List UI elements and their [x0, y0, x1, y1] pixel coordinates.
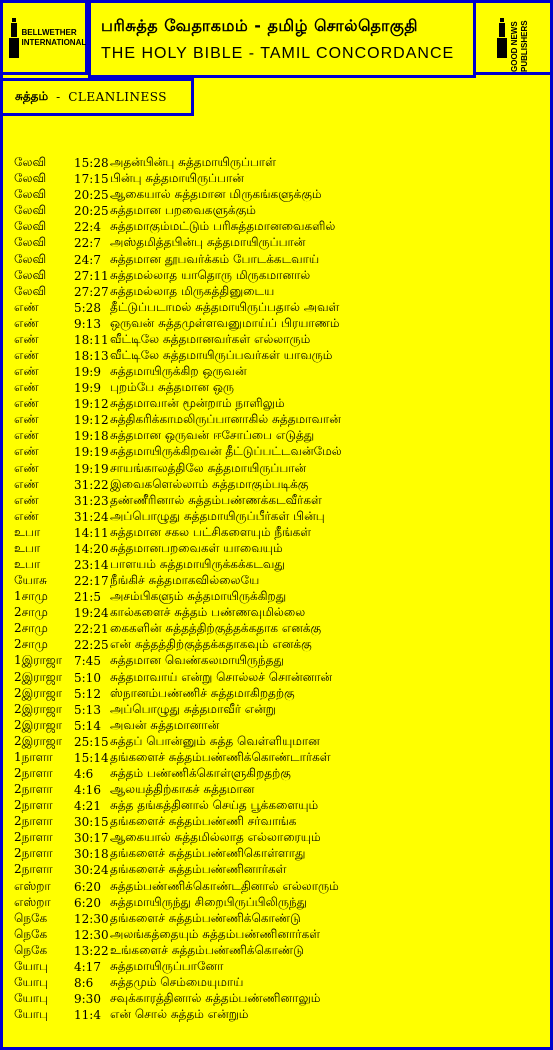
verse-reference: 30:17: [74, 831, 109, 846]
verse-reference: 27:11: [74, 268, 109, 283]
verse-row: [14, 541, 342, 557]
verse-book: யோசு: [14, 573, 47, 588]
verse-row: [14, 444, 342, 460]
verse-row: [14, 798, 342, 814]
verse-row: [14, 814, 342, 830]
verse-book: எண்: [14, 347, 39, 362]
verse-row: [14, 1007, 342, 1023]
verse-row: [14, 895, 342, 911]
verse-book: 2நாளா: [14, 798, 53, 813]
verse-book: லேவி: [14, 235, 47, 250]
topic-english: CLEANLINESS: [68, 90, 167, 104]
verse-reference: 17:15: [74, 172, 109, 187]
verse-row: [14, 268, 342, 284]
verse-reference: 31:23: [74, 493, 109, 508]
verse-book: 1சாமு: [14, 589, 48, 604]
verse-text: அதன்பின்பு சுத்தமாயிருப்பாள்: [110, 155, 276, 170]
verse-reference: 15:28: [74, 156, 109, 171]
verse-book: நெகே: [14, 942, 48, 957]
verse-text: சுத்தமான தூபவர்க்கம் போடக்கடவாய்: [110, 251, 320, 266]
verse-row: [14, 509, 342, 525]
verse-row: [14, 219, 342, 235]
verse-book: 2இராஜா: [14, 669, 63, 684]
verse-row: [14, 862, 342, 878]
verse-reference: 30:15: [74, 815, 109, 830]
verse-text: சுத்தமாயிருந்து சிறைபிருப்பிலிருந்து: [110, 894, 308, 909]
verse-reference: 14:20: [74, 541, 109, 556]
good-news-logo: [473, 0, 553, 75]
verse-book: எஸ்றா: [14, 894, 51, 909]
verse-text: புறம்பே சுத்தமான ஒரு: [110, 380, 235, 395]
verse-book: லேவி: [14, 283, 47, 298]
verse-row: [14, 605, 342, 621]
verse-row: [14, 203, 342, 219]
verse-text: இவைகளெல்லாம் சுத்தமாகும்படிக்கு: [110, 476, 309, 491]
verse-text: சுத்தமாயிருக்கிற ஒருவன்: [110, 364, 247, 379]
verse-reference: 31:22: [74, 477, 109, 492]
verse-text: பின்பு சுத்தமாயிருப்பான்: [110, 171, 244, 186]
verse-book: எண்: [14, 364, 39, 379]
verse-row: [14, 284, 342, 300]
verse-row: [14, 718, 342, 734]
verse-reference: 4:6: [74, 767, 94, 781]
verse-text: சுத்தமல்லாத மிருகத்தினுடைய: [110, 283, 275, 298]
verse-row: [14, 493, 342, 509]
verse-reference: 4:16: [74, 783, 101, 798]
verse-book: யோபு: [14, 991, 49, 1006]
verse-row: [14, 525, 342, 541]
verse-row: [14, 477, 342, 493]
verse-book: 2இராஜா: [14, 733, 63, 748]
verse-reference: 20:25: [74, 204, 109, 219]
verse-row: [14, 155, 342, 171]
verse-reference: 15:14: [74, 750, 109, 765]
verse-text: சுத்தமாவான் மூன்றாம் நாளிலும்: [110, 396, 285, 411]
verse-reference: 30:18: [74, 847, 109, 862]
verse-row: [14, 943, 342, 959]
verse-row: [14, 734, 342, 750]
verse-book: எண்: [14, 315, 39, 330]
verse-reference: 9:13: [74, 316, 101, 331]
verse-book: எண்: [14, 476, 39, 491]
verse-row: [14, 412, 342, 428]
verse-list: [14, 155, 342, 1023]
verse-row: [14, 975, 342, 991]
verse-reference: 25:15: [74, 734, 109, 749]
verse-reference: 22:17: [74, 574, 109, 589]
verse-reference: 22:4: [74, 220, 101, 235]
verse-reference: 19:9: [74, 381, 101, 396]
verse-text: என் சுத்தத்திற்குத்தக்கதாகவும் எனக்கு: [110, 637, 312, 652]
verse-book: நெகே: [14, 926, 48, 941]
verse-book: உபா: [14, 556, 41, 571]
verse-row: [14, 959, 342, 975]
verse-book: 2இராஜா: [14, 685, 63, 700]
verse-text: அலங்கத்தையும் சுத்தம்பண்ணினார்கள்: [110, 926, 321, 941]
verse-book: யோபு: [14, 1007, 49, 1022]
verse-reference: 14:11: [74, 525, 109, 540]
verse-row: [14, 589, 342, 605]
verse-text: கைகளின் சுத்தத்திற்குத்தக்கதாக எனக்கு: [110, 621, 322, 636]
verse-reference: 22:7: [74, 236, 101, 251]
verse-text: சாயங்காலத்திலே சுத்தமாயிருப்பான்: [110, 460, 307, 475]
verse-row: [14, 670, 342, 686]
verse-reference: 9:30: [74, 992, 101, 1007]
verse-text: தீட்டுப்படாமல் சுத்தமாயிருப்பதால் அவள்: [110, 299, 340, 314]
verse-book: உபா: [14, 540, 41, 555]
verse-row: [14, 428, 342, 444]
verse-row: [14, 879, 342, 895]
verse-reference: 5:14: [74, 718, 101, 733]
verse-text: அஸ்தமித்தபின்பு சுத்தமாயிருப்பான்: [110, 235, 306, 250]
verse-text: சுத்தம்பண்ணிக்கொண்டதினால் எல்லாரும்: [110, 878, 339, 893]
verse-reference: 24:7: [74, 252, 101, 267]
verse-reference: 19:18: [74, 429, 109, 444]
verse-book: யோபு: [14, 975, 49, 990]
verse-book: லேவி: [14, 187, 47, 202]
verse-row: [14, 927, 342, 943]
bellwether-logo: [0, 0, 88, 75]
verse-reference: 19:24: [74, 606, 109, 621]
verse-reference: 4:17: [74, 959, 101, 974]
verse-text: நீங்கிச் சுத்தமாகவில்லையே: [110, 573, 260, 588]
verse-reference: 5:10: [74, 670, 101, 685]
verse-reference: 19:19: [74, 461, 109, 476]
tamil-title: பரிசுத்த வேதாகமம் - தமிழ் சொல்தொகுதி: [101, 15, 419, 35]
verse-reference: 18:13: [74, 348, 109, 363]
verse-book: எண்: [14, 380, 39, 395]
title-box: [88, 0, 476, 78]
verse-row: [14, 557, 342, 573]
verse-row: [14, 911, 342, 927]
verse-text: சுத்தமாயிருக்கிறவன் தீட்டுப்பட்டவன்மேல்: [110, 444, 342, 459]
verse-text: சவுக்காரத்தினால் சுத்தம்பண்ணினாலும்: [110, 991, 321, 1006]
verse-reference: 8:6: [74, 976, 94, 991]
verse-reference: 5:12: [74, 686, 101, 701]
verse-reference: 13:22: [74, 943, 109, 958]
verse-reference: 5:28: [74, 300, 101, 315]
verse-row: [14, 316, 342, 332]
verse-reference: 23:14: [74, 557, 109, 572]
verse-text: வீட்டிலே சுத்தமானவர்கள் எல்லாரும்: [110, 331, 311, 346]
verse-reference: 19:12: [74, 413, 109, 428]
verse-reference: 21:5: [74, 590, 101, 605]
verse-text: சுத்தமல்லாத யாதொரு மிருகமானால்: [110, 267, 311, 282]
verse-reference: 31:24: [74, 509, 109, 524]
verse-row: [14, 991, 342, 1007]
verse-book: லேவி: [14, 219, 47, 234]
verse-text: வீட்டிலே சுத்தமாயிருப்பவர்கள் யாவரும்: [110, 347, 333, 362]
verse-reference: 19:19: [74, 445, 109, 460]
verse-book: எண்: [14, 428, 39, 443]
verse-reference: 11:4: [74, 1008, 101, 1023]
verse-text: சுத்தமான ஒருவன் ஈசோப்பை எடுத்து: [110, 428, 315, 443]
verse-text: சுத்தமான வெண்கலமாயிருந்தது: [110, 653, 284, 668]
verse-text: கால்களைச் சுத்தம் பண்ணவுமில்லை: [110, 605, 306, 620]
verse-reference: 20:25: [74, 188, 109, 203]
verse-row: [14, 573, 342, 589]
verse-text: சுத்தமாயிருப்பானோ: [110, 958, 224, 973]
verse-text: சுத்த தங்கத்தினால் செய்த பூக்களையும்: [110, 798, 319, 813]
verse-book: 2சாமு: [14, 621, 48, 636]
verse-book: நெகே: [14, 910, 48, 925]
verse-book: 2நாளா: [14, 862, 53, 877]
verse-text: உங்களைச் சுத்தம்பண்ணிக்கொண்டு: [110, 942, 304, 957]
verse-book: 2நாளா: [14, 782, 53, 797]
verse-book: எண்: [14, 299, 39, 314]
verse-text: தண்ணீரினால் சுத்தம்பண்ணக்கடவீர்கள்: [110, 492, 322, 507]
verse-row: [14, 300, 342, 316]
verse-reference: 30:24: [74, 863, 109, 878]
verse-row: [14, 750, 342, 766]
verse-reference: 19:12: [74, 397, 109, 412]
verse-row: [14, 460, 342, 476]
verse-book: லேவி: [14, 251, 47, 266]
verse-book: எண்: [14, 444, 39, 459]
verse-book: யோபு: [14, 958, 49, 973]
figure-icon: [497, 18, 507, 58]
verse-reference: 19:9: [74, 365, 101, 380]
verse-reference: 5:13: [74, 702, 101, 717]
verse-book: 2நாளா: [14, 846, 53, 861]
topic-tamil: சுத்தம்: [15, 89, 49, 103]
verse-row: [14, 702, 342, 718]
verse-book: எண்: [14, 492, 39, 507]
verse-text: ஆகையால் சுத்தமில்லாத எல்லாரையும்: [110, 830, 321, 845]
verse-reference: 6:20: [74, 895, 101, 910]
verse-row: [14, 332, 342, 348]
verse-reference: 12:30: [74, 911, 109, 926]
verse-text: என் சொல் சுத்தம் என்றும்: [110, 1007, 249, 1022]
verse-text: ஸ்நானம்பண்ணிச் சுத்தமாகிறதற்கு: [110, 685, 295, 700]
verse-row: [14, 766, 342, 782]
verse-book: எண்: [14, 396, 39, 411]
verse-text: ஆலயத்திற்காகச் சுத்தமான: [110, 782, 255, 797]
verse-row: [14, 380, 342, 396]
verse-text: சுத்தமான சகல பட்சிகளையும் நீங்கள்: [110, 524, 312, 539]
verse-text: அப்பொழுது சுத்தமாயிருப்பீர்கள் பின்பு: [110, 508, 325, 523]
verse-book: 2இராஜா: [14, 717, 63, 732]
verse-book: 1இராஜா: [14, 653, 63, 668]
verse-row: [14, 846, 342, 862]
verse-book: உபா: [14, 524, 41, 539]
verse-book: 1நாளா: [14, 749, 53, 764]
verse-book: 2இராஜா: [14, 701, 63, 716]
verse-book: லேவி: [14, 155, 47, 170]
right-logo-text: GOOD NEWS PUBLISHERS: [509, 20, 529, 72]
verse-book: 2நாளா: [14, 814, 53, 829]
verse-text: ஒருவன் சுத்தமுள்ளவனுமாய்ப் பிரயாணம்: [110, 315, 340, 330]
verse-book: எண்: [14, 508, 39, 523]
verse-row: [14, 653, 342, 669]
verse-book: 2நாளா: [14, 766, 53, 780]
verse-text: பாளயம் சுத்தமாயிருக்கக்கடவது: [110, 556, 285, 571]
verse-book: 2சாமு: [14, 605, 48, 620]
verse-book: எஸ்றா: [14, 878, 51, 893]
verse-book: லேவி: [14, 203, 47, 218]
verse-book: லேவி: [14, 267, 47, 282]
verse-text: சுத்திகரிக்காமலிருப்பானாகில் சுத்தமாவான்: [110, 412, 341, 427]
topic-separator: -: [56, 90, 61, 104]
verse-row: [14, 364, 342, 380]
figure-icon: [9, 18, 19, 58]
verse-text: அவன் சுத்தமானான்: [110, 717, 220, 732]
verse-text: சுத்தமாகும்மட்டும் பரிசுத்தமானவைகளில்: [110, 219, 336, 234]
verse-book: 2சாமு: [14, 637, 48, 652]
verse-row: [14, 830, 342, 846]
left-logo-text: BELLWETHER INTERNATIONAL: [21, 27, 87, 47]
verse-text: ஆகையால் சுத்தமான மிருகங்களுக்கும்: [110, 187, 322, 202]
verse-reference: 7:45: [74, 654, 101, 669]
verse-text: சுத்தமான பறவைகளுக்கும்: [110, 203, 256, 218]
verse-text: அப்பொழுது சுத்தமாவீர் என்று: [110, 701, 276, 716]
verse-row: [14, 396, 342, 412]
verse-row: [14, 348, 342, 364]
verse-row: [14, 621, 342, 637]
verse-row: [14, 637, 342, 653]
verse-reference: 6:20: [74, 879, 101, 894]
english-title: THE HOLY BIBLE - TAMIL CONCORDANCE: [101, 44, 455, 62]
verse-reference: 22:21: [74, 622, 109, 637]
verse-reference: 4:21: [74, 799, 101, 814]
verse-text: சுத்தமானபறவைகள் யாவையும்: [110, 540, 283, 555]
verse-text: சுத்தமாவாய் என்று சொல்லச் சொன்னான்: [110, 669, 333, 684]
verse-text: தங்களைச் சுத்தம்பண்ணி சர்வாங்க: [110, 814, 297, 829]
verse-text: தங்களைச் சுத்தம்பண்ணிக்கொண்டார்கள்: [110, 749, 331, 764]
verse-text: தங்களைச் சுத்தம்பண்ணினார்கள்: [110, 862, 287, 877]
verse-text: அசம்பிகளும் சுத்தமாயிருக்கிறது: [110, 589, 287, 604]
verse-row: [14, 251, 342, 267]
verse-book: 2நாளா: [14, 830, 53, 845]
verse-text: சுத்தப் பொன்னும் சுத்த வெள்ளியுமான: [110, 733, 320, 748]
topic-heading: [0, 78, 194, 116]
verse-reference: 12:30: [74, 927, 109, 942]
verse-book: எண்: [14, 331, 39, 346]
verse-text: தங்களைச் சுத்தம்பண்ணிகொள்ளாது: [110, 846, 306, 861]
verse-text: சுத்தம் பண்ணிக்கொள்ளுகிறதற்கு: [110, 766, 291, 780]
verse-row: [14, 187, 342, 203]
verse-row: [14, 686, 342, 702]
verse-row: [14, 235, 342, 251]
verse-text: தங்களைச் சுத்தம்பண்ணிக்கொண்டு: [110, 910, 301, 925]
verse-book: எண்: [14, 460, 39, 475]
verse-reference: 18:11: [74, 332, 109, 347]
verse-book: எண்: [14, 412, 39, 427]
verse-reference: 22:25: [74, 638, 109, 653]
verse-book: லேவி: [14, 171, 47, 186]
verse-row: [14, 171, 342, 187]
verse-reference: 27:27: [74, 284, 109, 299]
verse-text: சுத்தமும் செம்மையுமாய்: [110, 975, 244, 990]
verse-row: [14, 782, 342, 798]
